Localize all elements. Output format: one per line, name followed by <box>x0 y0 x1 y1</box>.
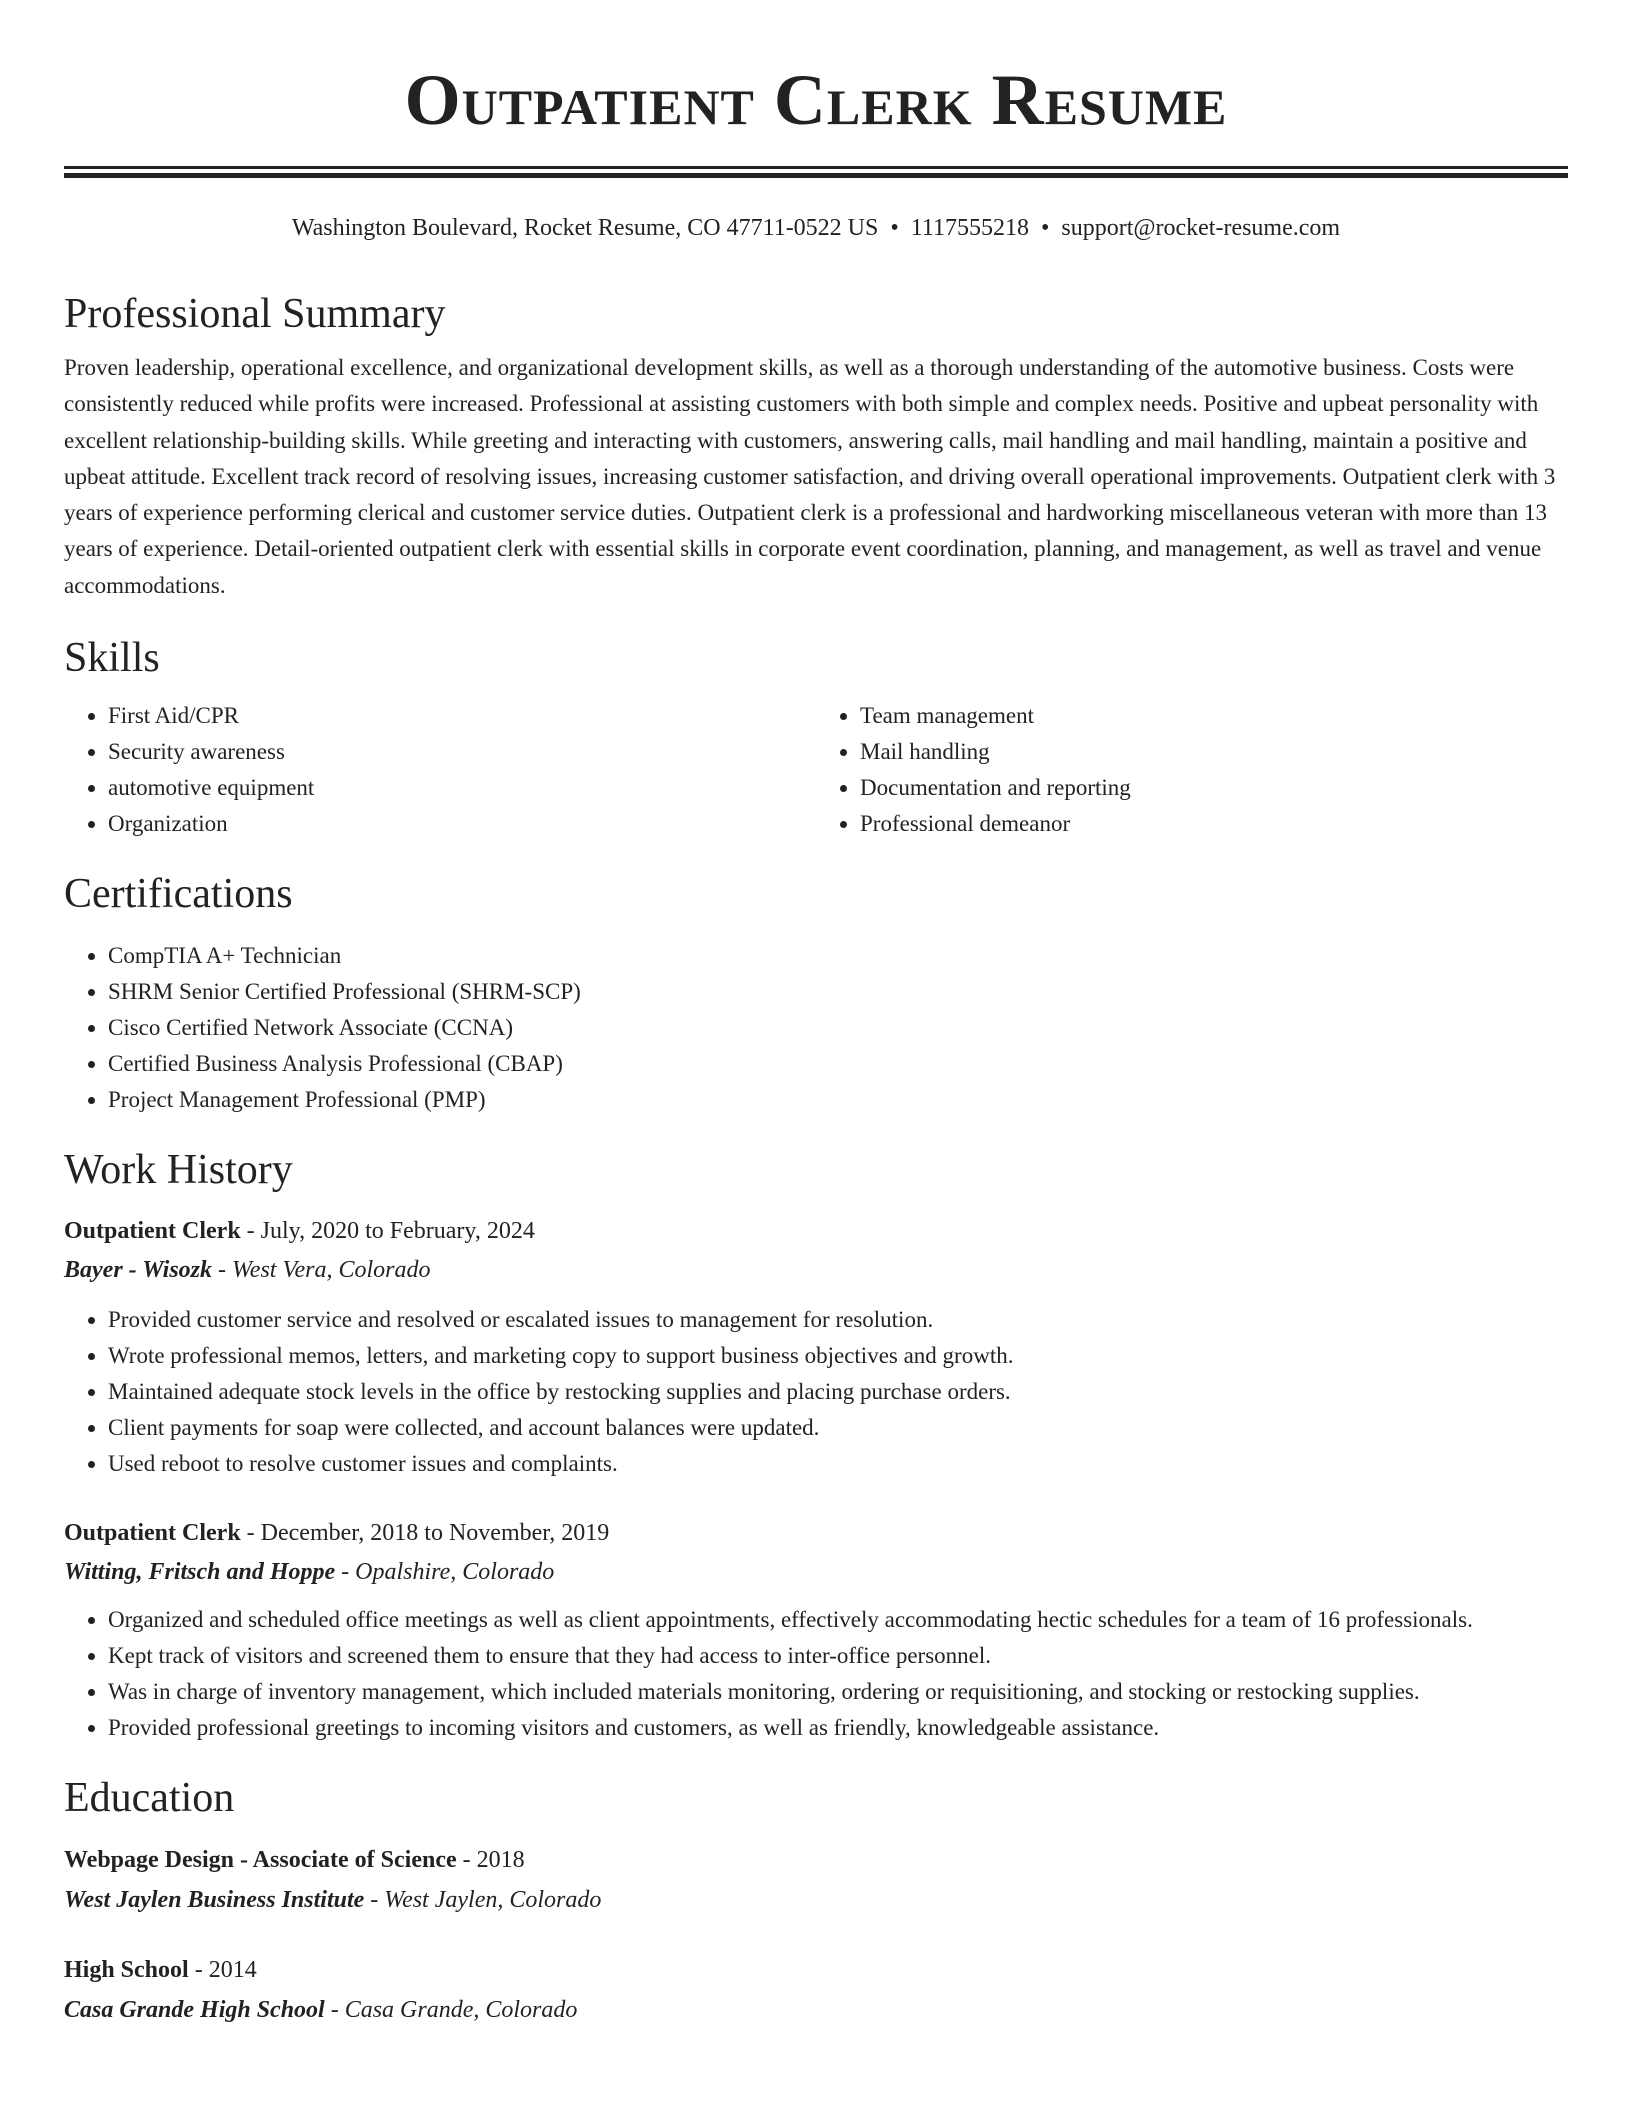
contact-line <box>64 212 1568 244</box>
education-school-line <box>64 1880 1568 1920</box>
certification-item: • CompTIA A+ Technician <box>108 938 1568 974</box>
education-school: West Jaylen Business Institute <box>64 1887 365 1914</box>
education-entry <box>64 1840 1568 1920</box>
skills-list-left <box>64 698 816 842</box>
education-year: - 2018 <box>456 1847 525 1874</box>
title-divider <box>64 166 1568 178</box>
education-location: - West Jaylen, Colorado <box>364 1887 602 1914</box>
education-location: - Casa Grande, Colorado <box>324 1997 578 2024</box>
job-entry <box>64 1514 1568 1746</box>
education-school-line <box>64 1990 1568 2030</box>
contact-phone: 1117555218 <box>910 215 1029 241</box>
contact-separator: • <box>1040 215 1050 241</box>
skill-item: • Professional demeanor <box>860 806 1568 842</box>
job-dates: - July, 2020 to February, 2024 <box>240 1218 535 1245</box>
education-heading: Education <box>64 1775 235 1822</box>
certification-item: • Project Management Professional (PMP) <box>108 1082 1568 1118</box>
job-dates: - December, 2018 to November, 2019 <box>240 1520 610 1547</box>
education-degree: Webpage Design - Associate of Science <box>64 1847 457 1874</box>
job-title-line <box>64 1514 1568 1552</box>
job-location: - West Vera, Colorado <box>212 1257 431 1284</box>
education-degree-line <box>64 1840 1568 1880</box>
work-history-heading: Work History <box>64 1147 293 1194</box>
contact-email: support@rocket-resume.com <box>1061 215 1341 241</box>
job-bullets <box>64 1602 1568 1746</box>
job-title: Outpatient Clerk <box>64 1520 241 1547</box>
certifications-heading: Certifications <box>64 871 293 918</box>
resume-title: Outpatient Clerk Resume <box>404 60 1228 140</box>
job-entry <box>64 1212 1568 1482</box>
certification-item: • SHRM Senior Certified Professional (SHRM-SCP) <box>108 974 1568 1010</box>
job-company-line <box>64 1552 1568 1592</box>
contact-separator: • <box>890 215 899 241</box>
job-bullets <box>64 1302 1568 1482</box>
certification-item: • Certified Business Analysis Professional (CBAP) <box>108 1046 1568 1082</box>
certifications-list <box>64 938 1568 1118</box>
job-bullet: • Kept track of visitors and screened them to ensure that they had access to inter-office personnel. <box>108 1638 1568 1674</box>
job-location: - Opalshire, Colorado <box>335 1559 555 1586</box>
skill-item: • Documentation and reporting <box>860 770 1568 806</box>
skill-item: • Mail handling <box>860 734 1568 770</box>
job-company: Bayer - Wisozk <box>64 1257 213 1284</box>
certification-item: • Cisco Certified Network Associate (CCNA) <box>108 1010 1568 1046</box>
contact-address: Washington Boulevard, Rocket Resume, CO 47711-0522 US <box>291 215 879 241</box>
education-school: Casa Grande High School <box>64 1997 325 2024</box>
skill-item: • Organization <box>108 806 816 842</box>
skill-item: • Security awareness <box>108 734 816 770</box>
job-bullet: • Maintained adequate stock levels in the office by restocking supplies and placing purchase orders. <box>108 1374 1568 1410</box>
job-company-line <box>64 1250 1568 1290</box>
job-bullet: • Wrote professional memos, letters, and marketing copy to support business objectives and growth. <box>108 1338 1568 1374</box>
job-bullet: • Client payments for soap were collected, and account balances were updated. <box>108 1410 1568 1446</box>
job-company: Witting, Fritsch and Hoppe <box>64 1559 336 1586</box>
skill-item: • First Aid/CPR <box>108 698 816 734</box>
job-bullet: • Used reboot to resolve customer issues and complaints. <box>108 1446 1568 1482</box>
job-bullet: • Organized and scheduled office meetings as well as client appointments, effectively accommodating hectic schedules for a team of 16 professionals. <box>108 1602 1568 1638</box>
job-bullet: • Provided customer service and resolved or escalated issues to management for resolution. <box>108 1302 1568 1338</box>
education-year: - 2014 <box>188 1957 257 1984</box>
skills-list-right <box>816 698 1568 842</box>
education-degree-line <box>64 1950 1568 1990</box>
job-bullet: • Provided professional greetings to incoming visitors and customers, as well as friendly, knowledgeable assistance. <box>108 1710 1568 1746</box>
skill-item: • Team management <box>860 698 1568 734</box>
job-title-line <box>64 1212 1568 1250</box>
summary-heading: Professional Summary <box>64 291 446 337</box>
education-entry <box>64 1950 1568 2030</box>
skill-item: • automotive equipment <box>108 770 816 806</box>
education-degree: High School <box>64 1957 189 1984</box>
skills-heading: Skills <box>64 635 160 682</box>
job-title: Outpatient Clerk <box>64 1218 241 1245</box>
summary-text: Proven leadership, operational excellence, and organizational development skills, as well as a thorough understanding of the automotive business. Costs were consistently reduced while profits were increased. Professional at assisting customers with both simple and complex needs. Positive and upbeat personality with excellent relationship-building skills. While greeting and interacting with customers, answering calls, mail handling and mail handling, maintain a positive and upbeat attitude. Excellent track record of resolving issues, increasing customer satisfaction, and driving overall operational improvements. Outpatient clerk with 3 years of experience performing clerical and customer service duties. Outpatient clerk is a professional and hardworking miscellaneous veteran with more than 13 years of experience. Detail-oriented outpatient clerk with essential skills in corporate event coordination, planning, and management, as well as travel and venue accommodations. <box>64 355 1556 598</box>
job-bullet: • Was in charge of inventory management, which included materials monitoring, ordering or requisitioning, and stocking or restocking supplies. <box>108 1674 1568 1710</box>
skills-columns <box>64 698 1568 842</box>
